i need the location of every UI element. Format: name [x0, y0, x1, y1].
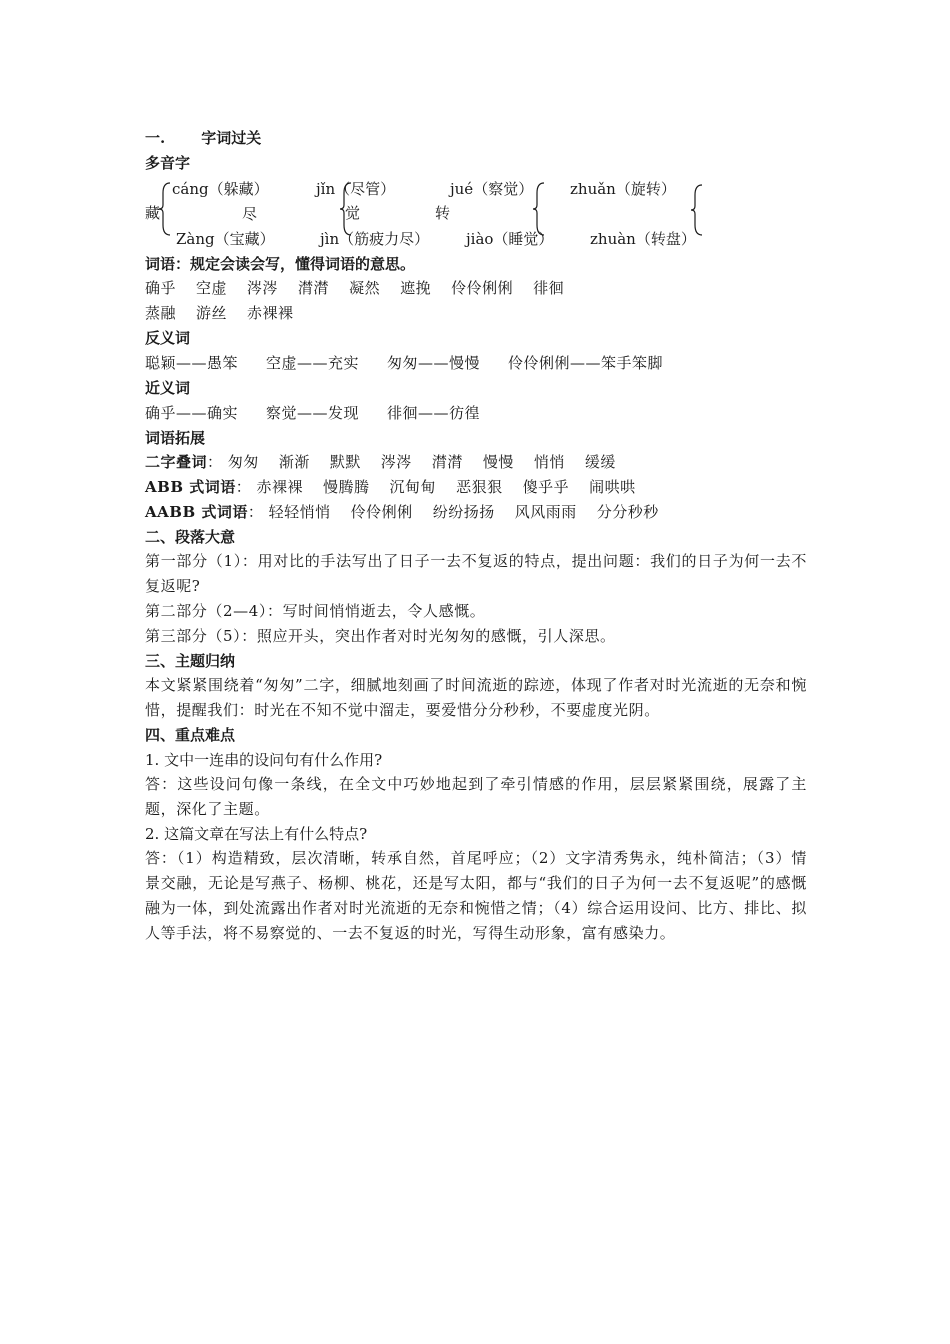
section-2-heading: 二、段落大意 — [145, 528, 236, 546]
word: 恶狠狠 — [456, 478, 503, 496]
polyphone-char-jin: 尽 — [242, 205, 258, 223]
word: 空虚 — [196, 279, 228, 297]
expand-label: ABB 式词语 — [145, 478, 236, 496]
antonyms-heading: 反义词 — [145, 329, 191, 347]
word: 伶伶俐俐 — [350, 503, 413, 521]
word: 分分秒秒 — [596, 503, 659, 521]
vocab-row-1 — [145, 278, 584, 298]
synonyms-heading: 近义词 — [145, 379, 191, 397]
polyphone-heading: 多音字 — [145, 154, 191, 172]
vocab-heading: 词语：规定会读会写，懂得词语的意思。 — [145, 255, 416, 273]
expand-sep: ： — [235, 478, 252, 496]
antonym-pair: 伶伶俐俐——笨手笨脚 — [508, 354, 664, 372]
antonyms-row — [145, 353, 663, 373]
zhuan-bottom: zhuàn（转盘） — [590, 230, 696, 248]
section-1-heading — [145, 128, 261, 148]
expand-row-2 — [145, 477, 636, 497]
left-brace-icon — [158, 181, 172, 237]
section-1-number: 一. — [145, 129, 166, 147]
answer-1: 答：这些设问句像一条线，在全文中巧妙地起到了牵引情感的作用，层层紧紧围绕，展露了主题，深化了主题。 — [145, 775, 807, 818]
word: 伶伶俐俐 — [451, 279, 514, 297]
jin-bottom: jìn（筋疲力尽） — [320, 230, 430, 248]
polyphone-char-zhuan: 转 — [435, 204, 451, 222]
expand-heading: 词语拓展 — [145, 429, 206, 447]
word: 确乎 — [145, 279, 177, 297]
section-3-paragraph: 本文紧紧围绕着“匆匆”二字，细腻地刻画了时间流逝的踪迹，体现了作者对时光流逝的无奈和惋惜，提醒我们：时光在不知不觉中溜走，要爱惜分分秒秒，不要虚度光阴。 — [145, 676, 807, 719]
cang-bottom: Zàng（宝藏） — [176, 230, 275, 248]
word: 轻轻悄悄 — [268, 503, 331, 521]
zhuan-top: zhuǎn（旋转） — [570, 180, 676, 198]
word: 遮挽 — [400, 279, 432, 297]
word: 悄悄 — [533, 453, 565, 471]
word: 蒸融 — [145, 304, 177, 322]
section-2-paragraph-2: 第二部分（2—4）：写时间悄悄逝去，令人感慨。 — [145, 602, 486, 620]
expand-label: AABB 式词语 — [145, 503, 248, 521]
left-brace-icon — [690, 183, 704, 237]
antonym-pair: 空虚——充实 — [266, 354, 360, 372]
synonym-pair: 徘徊——彷徨 — [387, 404, 481, 422]
word: 渐渐 — [278, 453, 310, 471]
section-4-heading: 四、重点难点 — [145, 726, 236, 744]
word: 徘徊 — [533, 279, 565, 297]
word: 潸潸 — [298, 279, 330, 297]
cang-top: cáng（躲藏） — [172, 180, 269, 198]
expand-sep: ： — [247, 503, 264, 521]
word: 闹哄哄 — [589, 478, 636, 496]
question-1: 1. 文中一连串的设问句有什么作用? — [145, 751, 383, 769]
polyphone-char-cang: 藏 — [145, 204, 161, 222]
word: 沉甸甸 — [389, 478, 437, 496]
synonym-pair: 确乎——确实 — [145, 404, 239, 422]
word: 慢腾腾 — [323, 478, 370, 496]
answer-2: 答：（1）构造精致，层次清晰，转承自然，首尾呼应；（2）文字清秀隽永，纯朴简洁；（3）情景交融，无论是写燕子、杨柳、桃花，还是写太阳，都与“我们的日子为何一去不复返呢”的感慨融为一体，到处流露出作者对时光流逝的无奈和惋惜之情；（4）综合运用设问、比方、排比、拟人等手法，将不易察觉的、一去不复返的时光，写得生动形象，富有感染力。 — [145, 849, 807, 942]
vocab-row-2 — [145, 303, 314, 323]
word: 缓缓 — [584, 453, 616, 471]
expand-row-3 — [145, 502, 659, 522]
word: 涔涔 — [247, 279, 279, 297]
expand-row-1 — [145, 452, 616, 472]
word: 默默 — [329, 453, 361, 471]
word: 凝然 — [349, 279, 381, 297]
word: 纷纷扬扬 — [432, 503, 495, 521]
synonyms-row — [145, 403, 480, 423]
word: 慢慢 — [482, 453, 514, 471]
synonym-pair: 察觉——发现 — [266, 404, 360, 422]
jin-top: jǐn（尽管） — [316, 180, 396, 198]
jue-bottom: jiào（睡觉） — [466, 230, 554, 248]
antonym-pair: 聪颖——愚笨 — [145, 354, 239, 372]
section-2-paragraph-3: 第三部分（5）：照应开头，突出作者对时光匆匆的感慨，引人深思。 — [145, 627, 616, 645]
word: 匆匆 — [227, 453, 259, 471]
word: 傻乎乎 — [522, 478, 570, 496]
section-2-paragraph-1: 第一部分（1）：用对比的手法写出了日子一去不复返的特点，提出问题：我们的日子为何一去不复返呢? — [145, 552, 807, 595]
word: 风风雨雨 — [514, 503, 577, 521]
antonym-pair: 匆匆——慢慢 — [387, 354, 481, 372]
word: 涔涔 — [380, 453, 412, 471]
question-2: 2. 这篇文章在写法上有什么特点? — [145, 825, 368, 843]
word: 游丝 — [196, 304, 228, 322]
jue-top: jué（察觉） — [450, 180, 534, 198]
word: 赤裸裸 — [247, 304, 294, 322]
polyphone-char-jue: 觉 — [345, 204, 361, 222]
word: 赤裸裸 — [256, 478, 304, 496]
left-brace-icon — [532, 181, 546, 237]
word: 潸潸 — [431, 453, 463, 471]
section-1-title: 字词过关 — [201, 129, 262, 147]
expand-label: 二字叠词 — [145, 453, 208, 471]
section-3-heading: 三、主题归纳 — [145, 652, 236, 670]
expand-sep: ： — [207, 453, 223, 471]
